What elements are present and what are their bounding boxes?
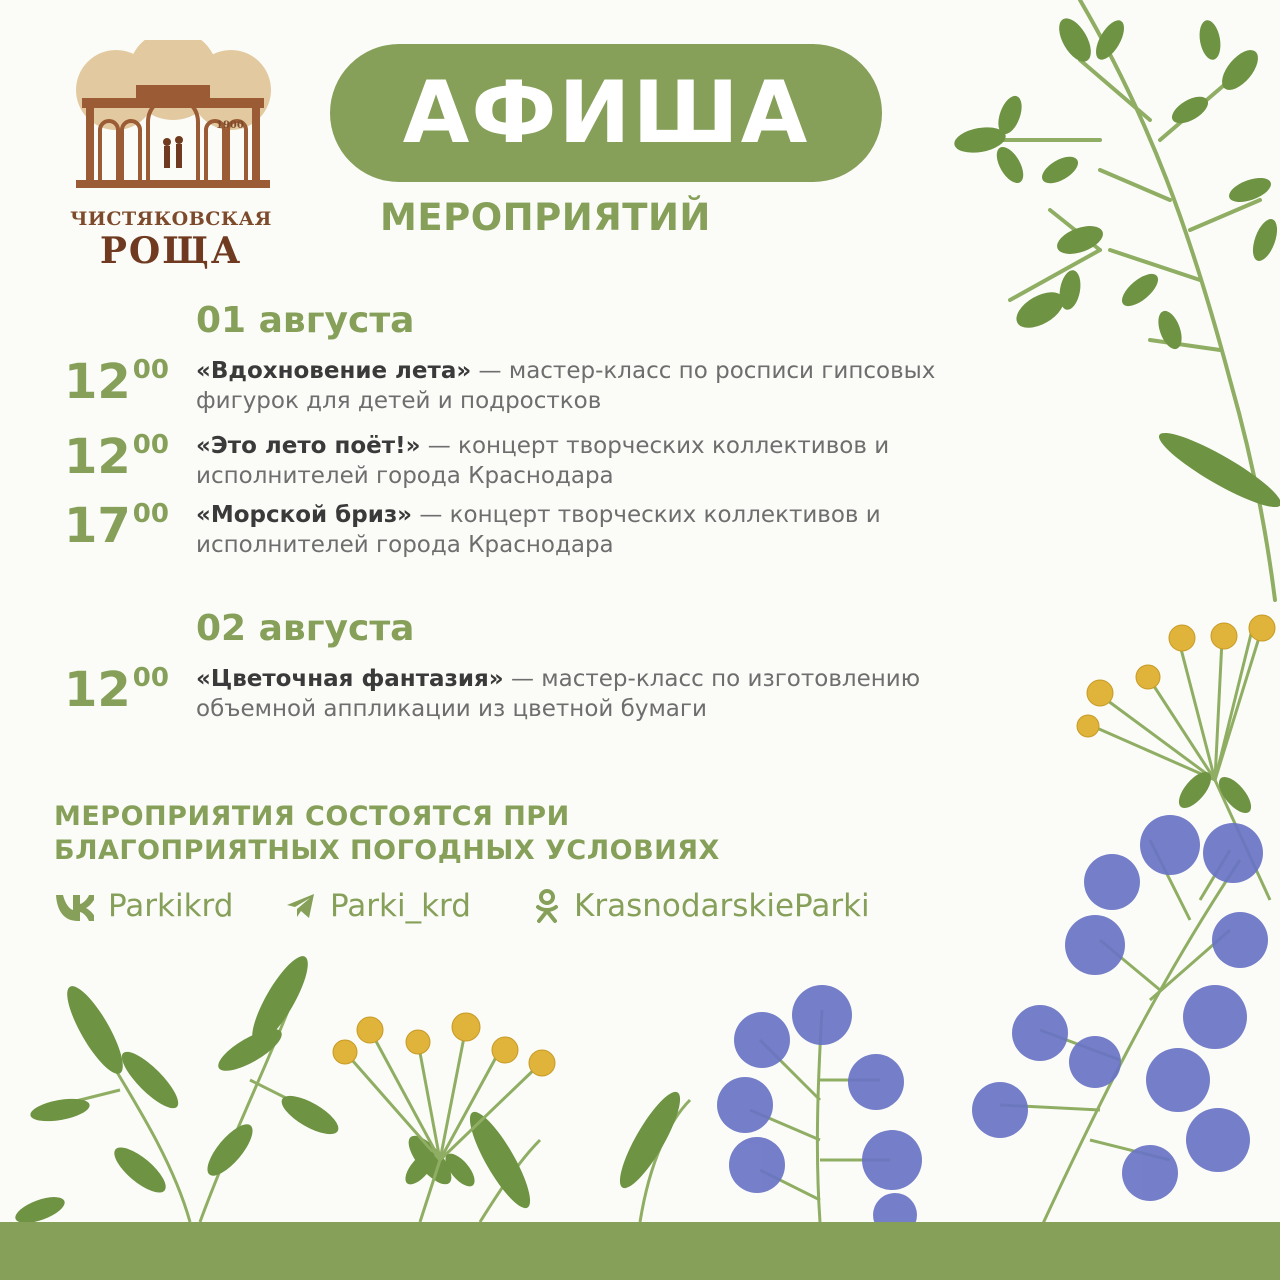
event-minutes: 00 <box>132 499 169 529</box>
event-text: — мастер-класс по изготовлению объемной аппликации из цветной бумаги <box>196 666 921 722</box>
telegram-icon <box>286 892 316 920</box>
logo-year: 1900 <box>216 120 244 131</box>
logo-name-line1: ЧИСТЯКОВСКАЯ <box>70 208 272 230</box>
event-minutes: 00 <box>132 430 169 460</box>
event-description <box>196 431 986 491</box>
notice-line: МЕРОПРИЯТИЯ СОСТОЯТСЯ ПРИ <box>54 801 570 832</box>
logo-name-line2: РОЩА <box>99 230 243 272</box>
event-time <box>64 356 169 416</box>
social-link-odnoklassniki[interactable] <box>534 888 870 924</box>
event-description <box>196 356 986 416</box>
vk-icon <box>54 891 94 921</box>
arch-gate-icon <box>66 40 280 210</box>
event-name: «Цветочная фантазия» <box>196 666 504 692</box>
social-link-vk[interactable] <box>54 888 233 924</box>
odnoklassniki-icon <box>534 888 560 924</box>
event-hour: 12 <box>64 662 131 718</box>
event-time <box>64 664 169 724</box>
notice-line: БЛАГОПРИЯТНЫХ ПОГОДНЫХ УСЛОВИЯХ <box>54 835 720 866</box>
event-hour: 12 <box>64 354 131 410</box>
social-handle: Parkikrd <box>108 888 234 924</box>
event-description <box>196 664 986 724</box>
event-name: «Вдохновение лета» <box>196 358 472 384</box>
day-heading: 01 августа <box>196 300 415 341</box>
event-hour: 12 <box>64 429 131 485</box>
event-time <box>64 500 169 560</box>
event-text: — мастер-класс по росписи гипсовых фигурок для детей и подростков <box>196 358 936 414</box>
page-subtitle: МЕРОПРИЯТИЙ <box>380 196 711 239</box>
page-title: АФИША <box>402 63 810 163</box>
social-link-telegram[interactable] <box>286 888 471 924</box>
event-text: — концерт творческих коллективов и исполнителей города Краснодара <box>196 502 881 558</box>
event-hour: 17 <box>64 498 131 554</box>
social-handle: Parki_krd <box>330 888 471 924</box>
event-name: «Морской бриз» <box>196 502 413 528</box>
park-logo <box>66 40 280 272</box>
title-badge <box>330 44 882 182</box>
weather-notice <box>54 800 720 868</box>
event-minutes: 00 <box>132 663 169 693</box>
social-handle: KrasnodarskieParki <box>574 888 870 924</box>
ground-strip <box>0 1222 1280 1280</box>
event-description <box>196 500 986 560</box>
event-text: — концерт творческих коллективов и исполнителей города Краснодара <box>196 433 890 489</box>
day-heading: 02 августа <box>196 608 415 649</box>
event-name: «Это лето поёт!» <box>196 433 421 459</box>
event-minutes: 00 <box>132 355 169 385</box>
event-time <box>64 431 169 491</box>
